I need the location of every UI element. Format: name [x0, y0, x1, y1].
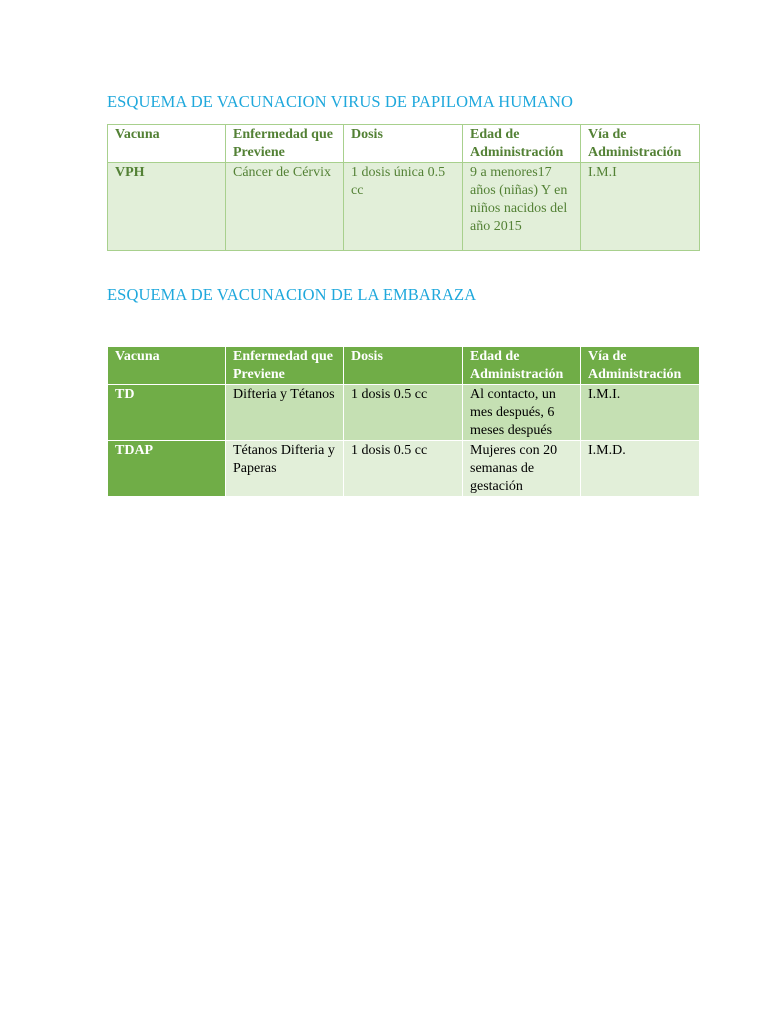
- header-vacuna: Vacuna: [108, 347, 226, 385]
- cell-via: I.M.I: [581, 163, 700, 251]
- header-edad: Edad de Administración: [463, 125, 581, 163]
- header-dosis: Dosis: [344, 347, 463, 385]
- header-enfermedad: Enfermedad que Previene: [226, 347, 344, 385]
- header-edad: Edad de Administración: [463, 347, 581, 385]
- cell-via: I.M.I.: [581, 385, 700, 441]
- cell-dosis: 1 dosis 0.5 cc: [344, 385, 463, 441]
- cell-enfermedad: Cáncer de Cérvix: [226, 163, 344, 251]
- cell-dosis: 1 dosis única 0.5 cc: [344, 163, 463, 251]
- vph-schedule-table: [107, 124, 700, 251]
- cell-enfermedad: Difteria y Tétanos: [226, 385, 344, 441]
- cell-vacuna: TDAP: [108, 441, 226, 497]
- table-row: [108, 441, 700, 497]
- cell-edad: 9 a menores17 años (niñas) Y en niños nacidos del año 2015: [463, 163, 581, 251]
- header-dosis: Dosis: [344, 125, 463, 163]
- table-row: [108, 163, 700, 251]
- cell-enfermedad: Tétanos Difteria y Paperas: [226, 441, 344, 497]
- heading-vph-schedule: ESQUEMA DE VACUNACION VIRUS DE PAPILOMA HUMANO: [107, 92, 574, 111]
- cell-dosis: 1 dosis 0.5 cc: [344, 441, 463, 497]
- table-row: [108, 385, 700, 441]
- header-enfermedad: Enfermedad que Previene: [226, 125, 344, 163]
- header-via: Vía de Administración: [581, 125, 700, 163]
- heading-embarazada-schedule: ESQUEMA DE VACUNACION DE LA EMBARAZA: [107, 285, 477, 304]
- embarazada-schedule-table: [107, 346, 700, 497]
- cell-edad: Mujeres con 20 semanas de gestación: [463, 441, 581, 497]
- cell-vacuna: TD: [108, 385, 226, 441]
- header-vacuna: Vacuna: [108, 125, 226, 163]
- header-via: Vía de Administración: [581, 347, 700, 385]
- cell-vacuna: VPH: [108, 163, 226, 251]
- table-header-row: [108, 125, 700, 163]
- cell-edad: Al contacto, un mes después, 6 meses después: [463, 385, 581, 441]
- cell-via: I.M.D.: [581, 441, 700, 497]
- table-header-row: [108, 347, 700, 385]
